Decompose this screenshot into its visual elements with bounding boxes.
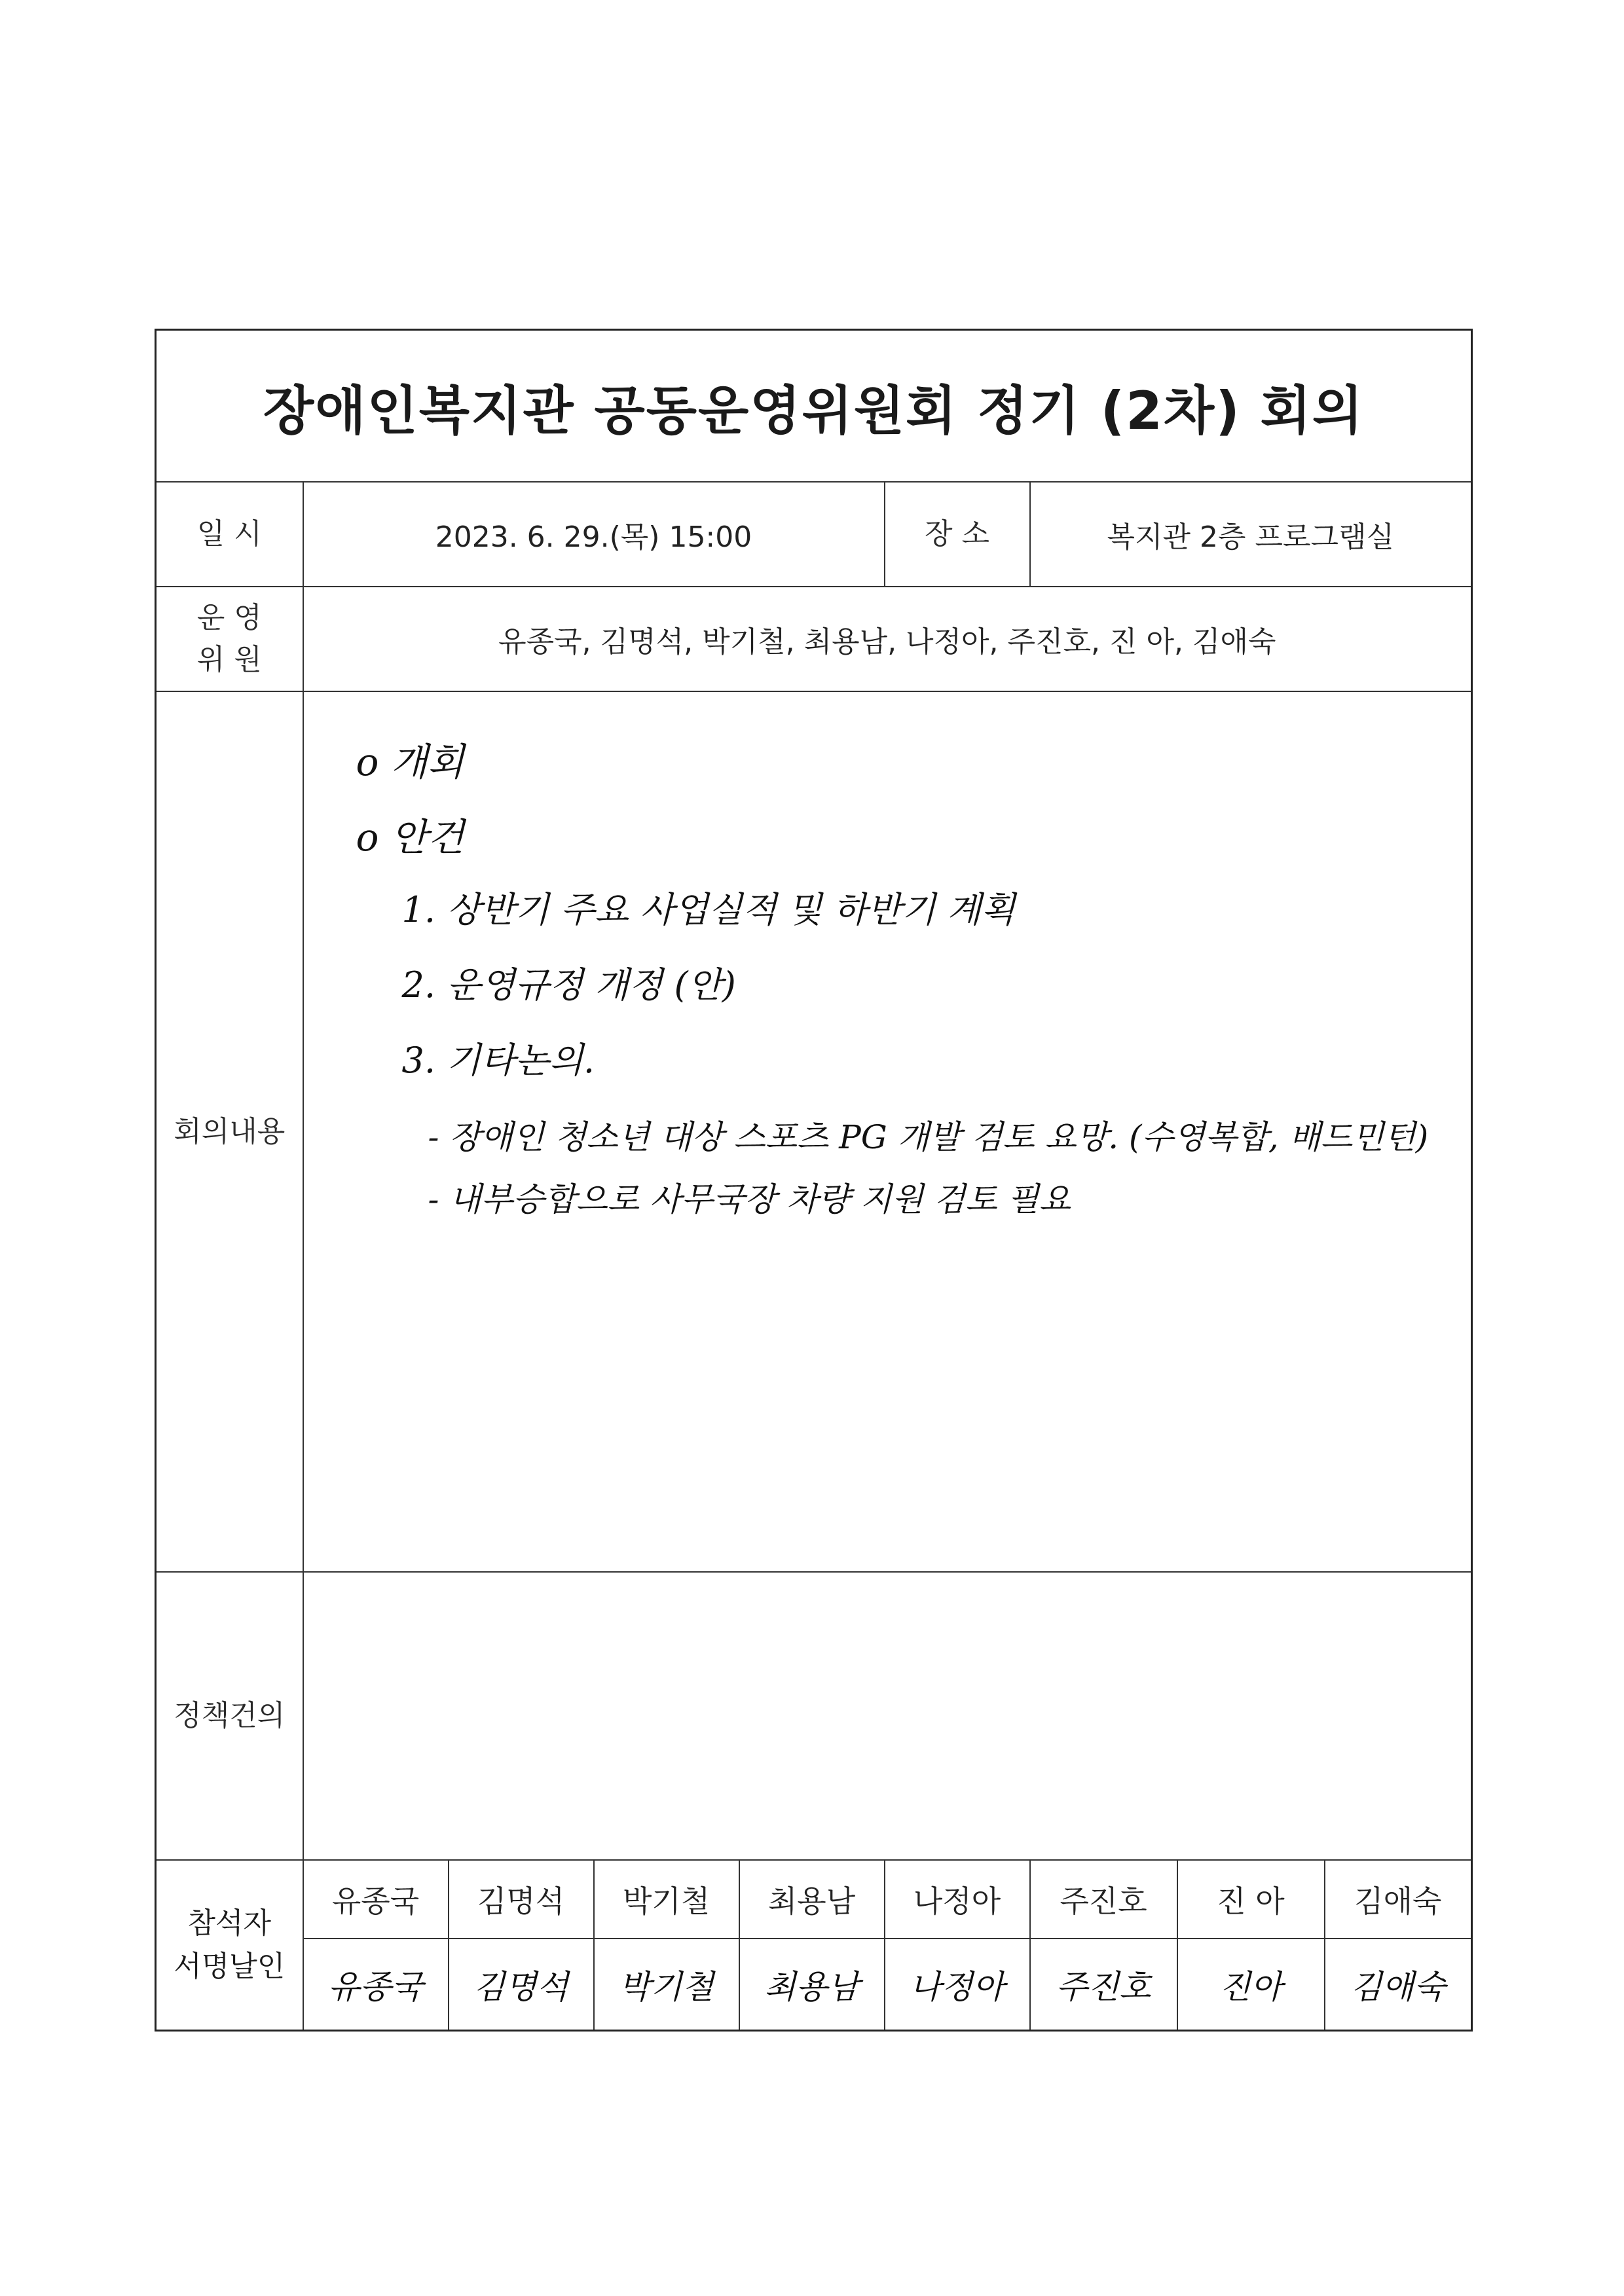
date-label: 일 시 [156, 482, 303, 587]
members-value: 유종국, 김명석, 박기철, 최용남, 나정아, 주진호, 진 아, 김애숙 [303, 587, 1472, 691]
signature-mark: 유종국 [303, 1939, 449, 2030]
minutes-table [155, 329, 1473, 2032]
signature-label [156, 1860, 303, 2030]
place-value: 복지관 2층 프로그램실 [1030, 482, 1472, 587]
signature-name: 박기철 [594, 1860, 739, 1939]
place-label: 장 소 [885, 482, 1030, 587]
content-line-opening: o 개회 [356, 740, 464, 784]
signature-mark: 나정아 [885, 1939, 1030, 2030]
minutes-sheet [155, 329, 1471, 2028]
signature-mark: 주진호 [1030, 1939, 1177, 2030]
signature-name: 김애숙 [1325, 1860, 1472, 1939]
signature-name: 김명석 [449, 1860, 594, 1939]
signature-name: 최용남 [739, 1860, 885, 1939]
members-label-line2: 위 원 [196, 643, 262, 676]
date-value: 2023. 6. 29.(목) 15:00 [303, 482, 885, 587]
members-label-line1: 운 영 [196, 601, 262, 635]
content-line-subitem-1: - 장애인 청소년 대상 스포츠 PG 개발 검토 요망. (수영복합, 배드민턴) [428, 1118, 1429, 1156]
signature-label-line1: 참석자 [187, 1906, 271, 1940]
content-line-agenda: o 안건 [356, 815, 464, 860]
policy-label: 정책건의 [156, 1572, 303, 1860]
signature-mark: 진아 [1177, 1939, 1325, 2030]
signature-mark: 박기철 [594, 1939, 739, 2030]
policy-body [303, 1572, 1472, 1860]
content-line-item-2: 2. 운영규정 개정 (안) [401, 964, 736, 1006]
signature-name: 유종국 [303, 1860, 449, 1939]
content-line-item-3: 3. 기타논의. [401, 1040, 595, 1081]
content-label: 회의내용 [156, 691, 303, 1572]
signature-name: 진 아 [1177, 1860, 1325, 1939]
signature-mark: 김애숙 [1325, 1939, 1472, 2030]
content-body [303, 691, 1472, 1572]
content-line-item-1: 1. 상반기 주요 사업실적 및 하반기 계획 [401, 889, 1016, 930]
signature-name: 나정아 [885, 1860, 1030, 1939]
signature-mark: 최용남 [739, 1939, 885, 2030]
signature-label-line2: 서명날인 [174, 1949, 286, 1983]
members-label [156, 587, 303, 691]
content-line-subitem-2: - 내부승합으로 사무국장 차량 지원 검토 필요 [428, 1180, 1071, 1218]
signature-mark: 김명석 [449, 1939, 594, 2030]
document-title: 장애인복지관 공동운영위원회 정기 (2차) 회의 [156, 330, 1472, 483]
signature-name: 주진호 [1030, 1860, 1177, 1939]
